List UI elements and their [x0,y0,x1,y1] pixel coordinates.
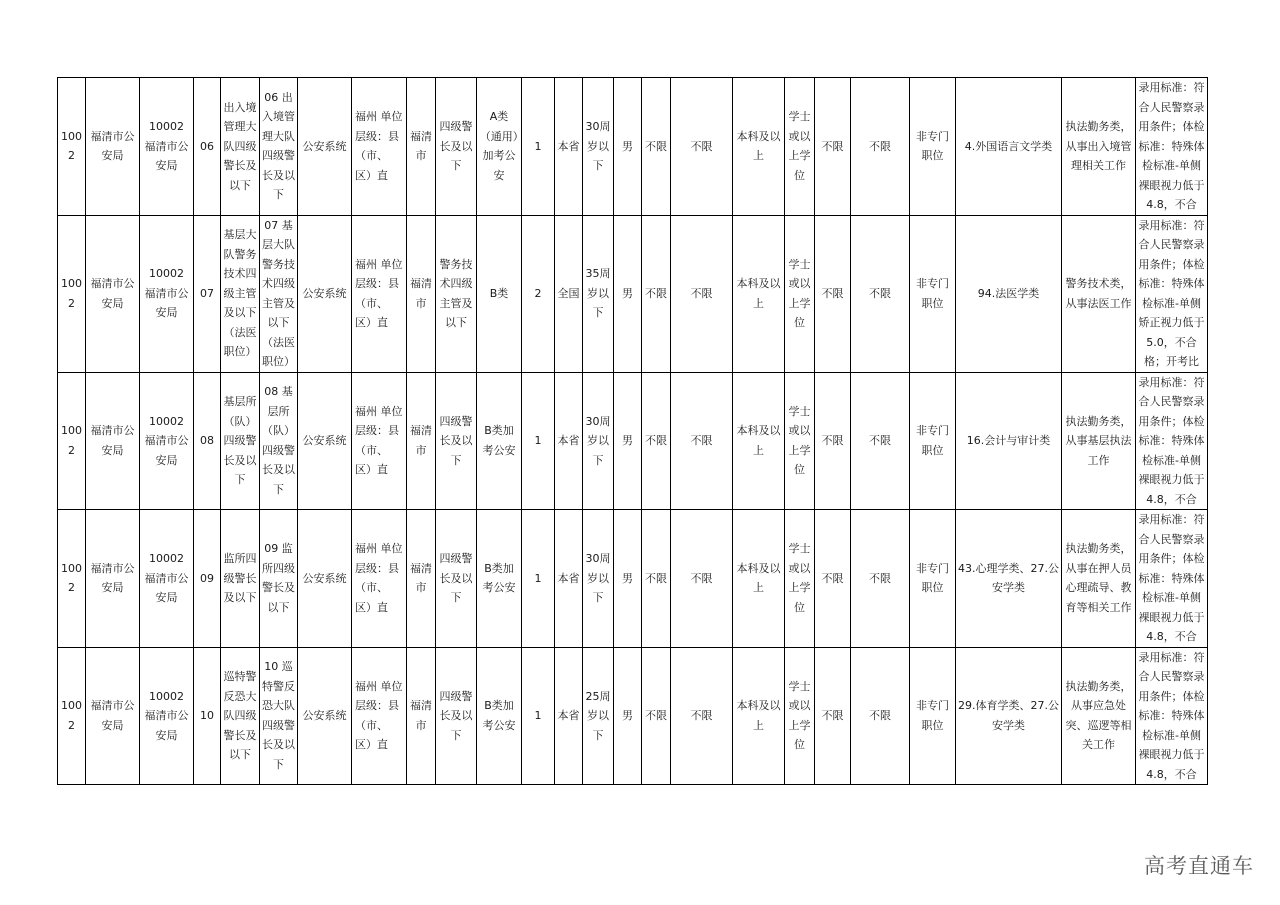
table-cell: A类（通用）加考公安 [477,78,522,216]
table-cell: 不限 [671,215,733,372]
table-cell: 25周岁以下 [583,647,614,785]
table-cell: 不限 [851,510,910,648]
table-cell: 不限 [815,510,851,648]
table-cell: 不限 [671,372,733,510]
table-cell: 录用标准：符合人民警察录用条件；体检标准：特殊体检标准-单侧裸眼视力低于4.8，不合 [1136,372,1208,510]
table-row [58,510,1208,648]
table-cell: 30周岁以下 [583,372,614,510]
table-row [58,215,1208,372]
table-cell: 非专门职位 [910,215,956,372]
table-cell: 全国 [555,215,583,372]
table-cell: 本科及以上 [733,78,785,216]
table-cell: B类加考公安 [477,647,522,785]
table-cell: 不限 [851,78,910,216]
table-cell: 福州 单位层级：县（市、区）直 [352,372,407,510]
table-cell: 1002 [58,510,86,648]
table-cell: 录用标准：符合人民警察录用条件；体检标准：特殊体检标准-单侧裸眼视力低于4.8，不合 [1136,78,1208,216]
table-cell: 福清市 [407,78,436,216]
table-cell: 执法勤务类，从事出入境管理相关工作 [1062,78,1136,216]
table-cell: 06 [194,78,221,216]
table-cell: 公安系统 [298,78,352,216]
table-cell: 学士或以上学位 [785,510,815,648]
table-cell: 1002 [58,647,86,785]
table-cell: 学士或以上学位 [785,647,815,785]
table-cell: 录用标准：符合人民警察录用条件；体检标准：特殊体检标准-单侧裸眼视力低于4.8，不合 [1136,647,1208,785]
table-cell: 学士或以上学位 [785,215,815,372]
table-cell: 四级警长及以下 [436,510,477,648]
table-cell: 不限 [815,78,851,216]
table-cell: 不限 [671,78,733,216]
table-cell: 男 [614,78,642,216]
table-cell: 公安系统 [298,372,352,510]
table-cell: 警务技术四级主管及以下 [436,215,477,372]
table-cell: 巡特警反恐大队四级警长及以下 [221,647,260,785]
table-cell: 10002 福清市公安局 [140,78,194,216]
table-cell: 非专门职位 [910,78,956,216]
table-cell: 四级警长及以下 [436,78,477,216]
table-cell: 1002 [58,372,86,510]
table-cell: 4.外国语言文学类 [956,78,1062,216]
table-cell: 35周岁以下 [583,215,614,372]
table-cell: 基层大队警务技术四级主管及以下（法医职位） [221,215,260,372]
table-cell: 福州 单位层级：县（市、区）直 [352,647,407,785]
table-cell: 福清市 [407,372,436,510]
table-cell: 94.法医学类 [956,215,1062,372]
table-cell: 1 [522,510,555,648]
table-cell: 1 [522,78,555,216]
table-cell: 不限 [851,372,910,510]
table-cell: 本省 [555,78,583,216]
table-cell: 不限 [642,510,671,648]
table-cell: 福清市公安局 [86,647,140,785]
table-cell: 录用标准：符合人民警察录用条件；体检标准：特殊体检标准-单侧裸眼视力低于4.8，不合 [1136,510,1208,648]
table-cell: 警务技术类，从事法医工作 [1062,215,1136,372]
table-cell: 43.心理学类、27.公安学类 [956,510,1062,648]
table-cell: 30周岁以下 [583,510,614,648]
table-cell: 2 [522,215,555,372]
table-cell: 执法勤务类，从事基层执法工作 [1062,372,1136,510]
table-cell: B类 [477,215,522,372]
watermark: 高考直通车 [1144,854,1254,878]
table-cell: 福清市公安局 [86,372,140,510]
table-cell: 男 [614,647,642,785]
table-cell: 公安系统 [298,510,352,648]
table-cell: 录用标准：符合人民警察录用条件；体检标准：特殊体检标准-单侧矫正视力低于5.0，不合格；开考比 [1136,215,1208,372]
table-cell: 不限 [671,510,733,648]
table-cell: 不限 [642,78,671,216]
table-cell: 10 [194,647,221,785]
table-cell: 学士或以上学位 [785,372,815,510]
recruitment-table [57,77,1208,785]
table-cell: 学士或以上学位 [785,78,815,216]
table-cell: 07 [194,215,221,372]
table-cell: 福州 单位层级：县（市、区）直 [352,510,407,648]
table-cell: 不限 [815,647,851,785]
table-cell: 四级警长及以下 [436,647,477,785]
table-row [58,78,1208,216]
table-cell: 监所四级警长及以下 [221,510,260,648]
table-cell: 09 监所四级警长及以下 [260,510,298,648]
table-cell: 16.会计与审计类 [956,372,1062,510]
table-cell: 10 巡特警反恐大队四级警长及以下 [260,647,298,785]
table-cell: 男 [614,215,642,372]
table-cell: 基层所（队）四级警长及以下 [221,372,260,510]
table-row [58,647,1208,785]
table-cell: 10002 福清市公安局 [140,647,194,785]
table-cell: B类加考公安 [477,510,522,648]
table-cell: 福清市公安局 [86,510,140,648]
table-cell: 福清市 [407,510,436,648]
table-cell: 不限 [815,215,851,372]
table-cell: 1 [522,372,555,510]
table-cell: 公安系统 [298,215,352,372]
table-cell: 男 [614,372,642,510]
table-cell: 1002 [58,78,86,216]
table-cell: 06 出入境管理大队四级警长及以下 [260,78,298,216]
table-cell: 不限 [642,372,671,510]
table-cell: 不限 [671,647,733,785]
table-cell: 08 [194,372,221,510]
table-cell: 29.体育学类、27.公安学类 [956,647,1062,785]
table-cell: 10002 福清市公安局 [140,372,194,510]
table-cell: 男 [614,510,642,648]
table-cell: 福清市 [407,215,436,372]
table-cell: 10002 福清市公安局 [140,215,194,372]
table-cell: 福州 单位层级：县（市、区）直 [352,78,407,216]
table-row [58,372,1208,510]
table-cell: 福州 单位层级：县（市、区）直 [352,215,407,372]
table-cell: 1 [522,647,555,785]
table-cell: 四级警长及以下 [436,372,477,510]
table-cell: 不限 [815,372,851,510]
table-cell: 本科及以上 [733,372,785,510]
table-cell: 非专门职位 [910,647,956,785]
table-cell: 本省 [555,372,583,510]
table-cell: 非专门职位 [910,372,956,510]
table-cell: 本省 [555,647,583,785]
table-cell: 30周岁以下 [583,78,614,216]
table-body [58,78,1208,785]
table-cell: 本科及以上 [733,647,785,785]
table-cell: 福清市公安局 [86,78,140,216]
table-cell: 不限 [642,215,671,372]
table-cell: 本省 [555,510,583,648]
table-cell: 不限 [642,647,671,785]
table-cell: 福清市公安局 [86,215,140,372]
table-cell: 1002 [58,215,86,372]
table-cell: 非专门职位 [910,510,956,648]
table-cell: 08 基层所（队）四级警长及以下 [260,372,298,510]
table-cell: 执法勤务类，从事在押人员心理疏导、教育等相关工作 [1062,510,1136,648]
table-cell: B类加考公安 [477,372,522,510]
table-cell: 07 基层大队警务技术四级主管及以下（法医职位） [260,215,298,372]
table-cell: 不限 [851,215,910,372]
table-cell: 本科及以上 [733,215,785,372]
table-cell: 本科及以上 [733,510,785,648]
table-cell: 福清市 [407,647,436,785]
table-cell: 公安系统 [298,647,352,785]
table-cell: 出入境管理大队四级警长及以下 [221,78,260,216]
table-cell: 10002 福清市公安局 [140,510,194,648]
table-cell: 执法勤务类，从事应急处突、巡逻等相关工作 [1062,647,1136,785]
table-cell: 不限 [851,647,910,785]
table-cell: 09 [194,510,221,648]
